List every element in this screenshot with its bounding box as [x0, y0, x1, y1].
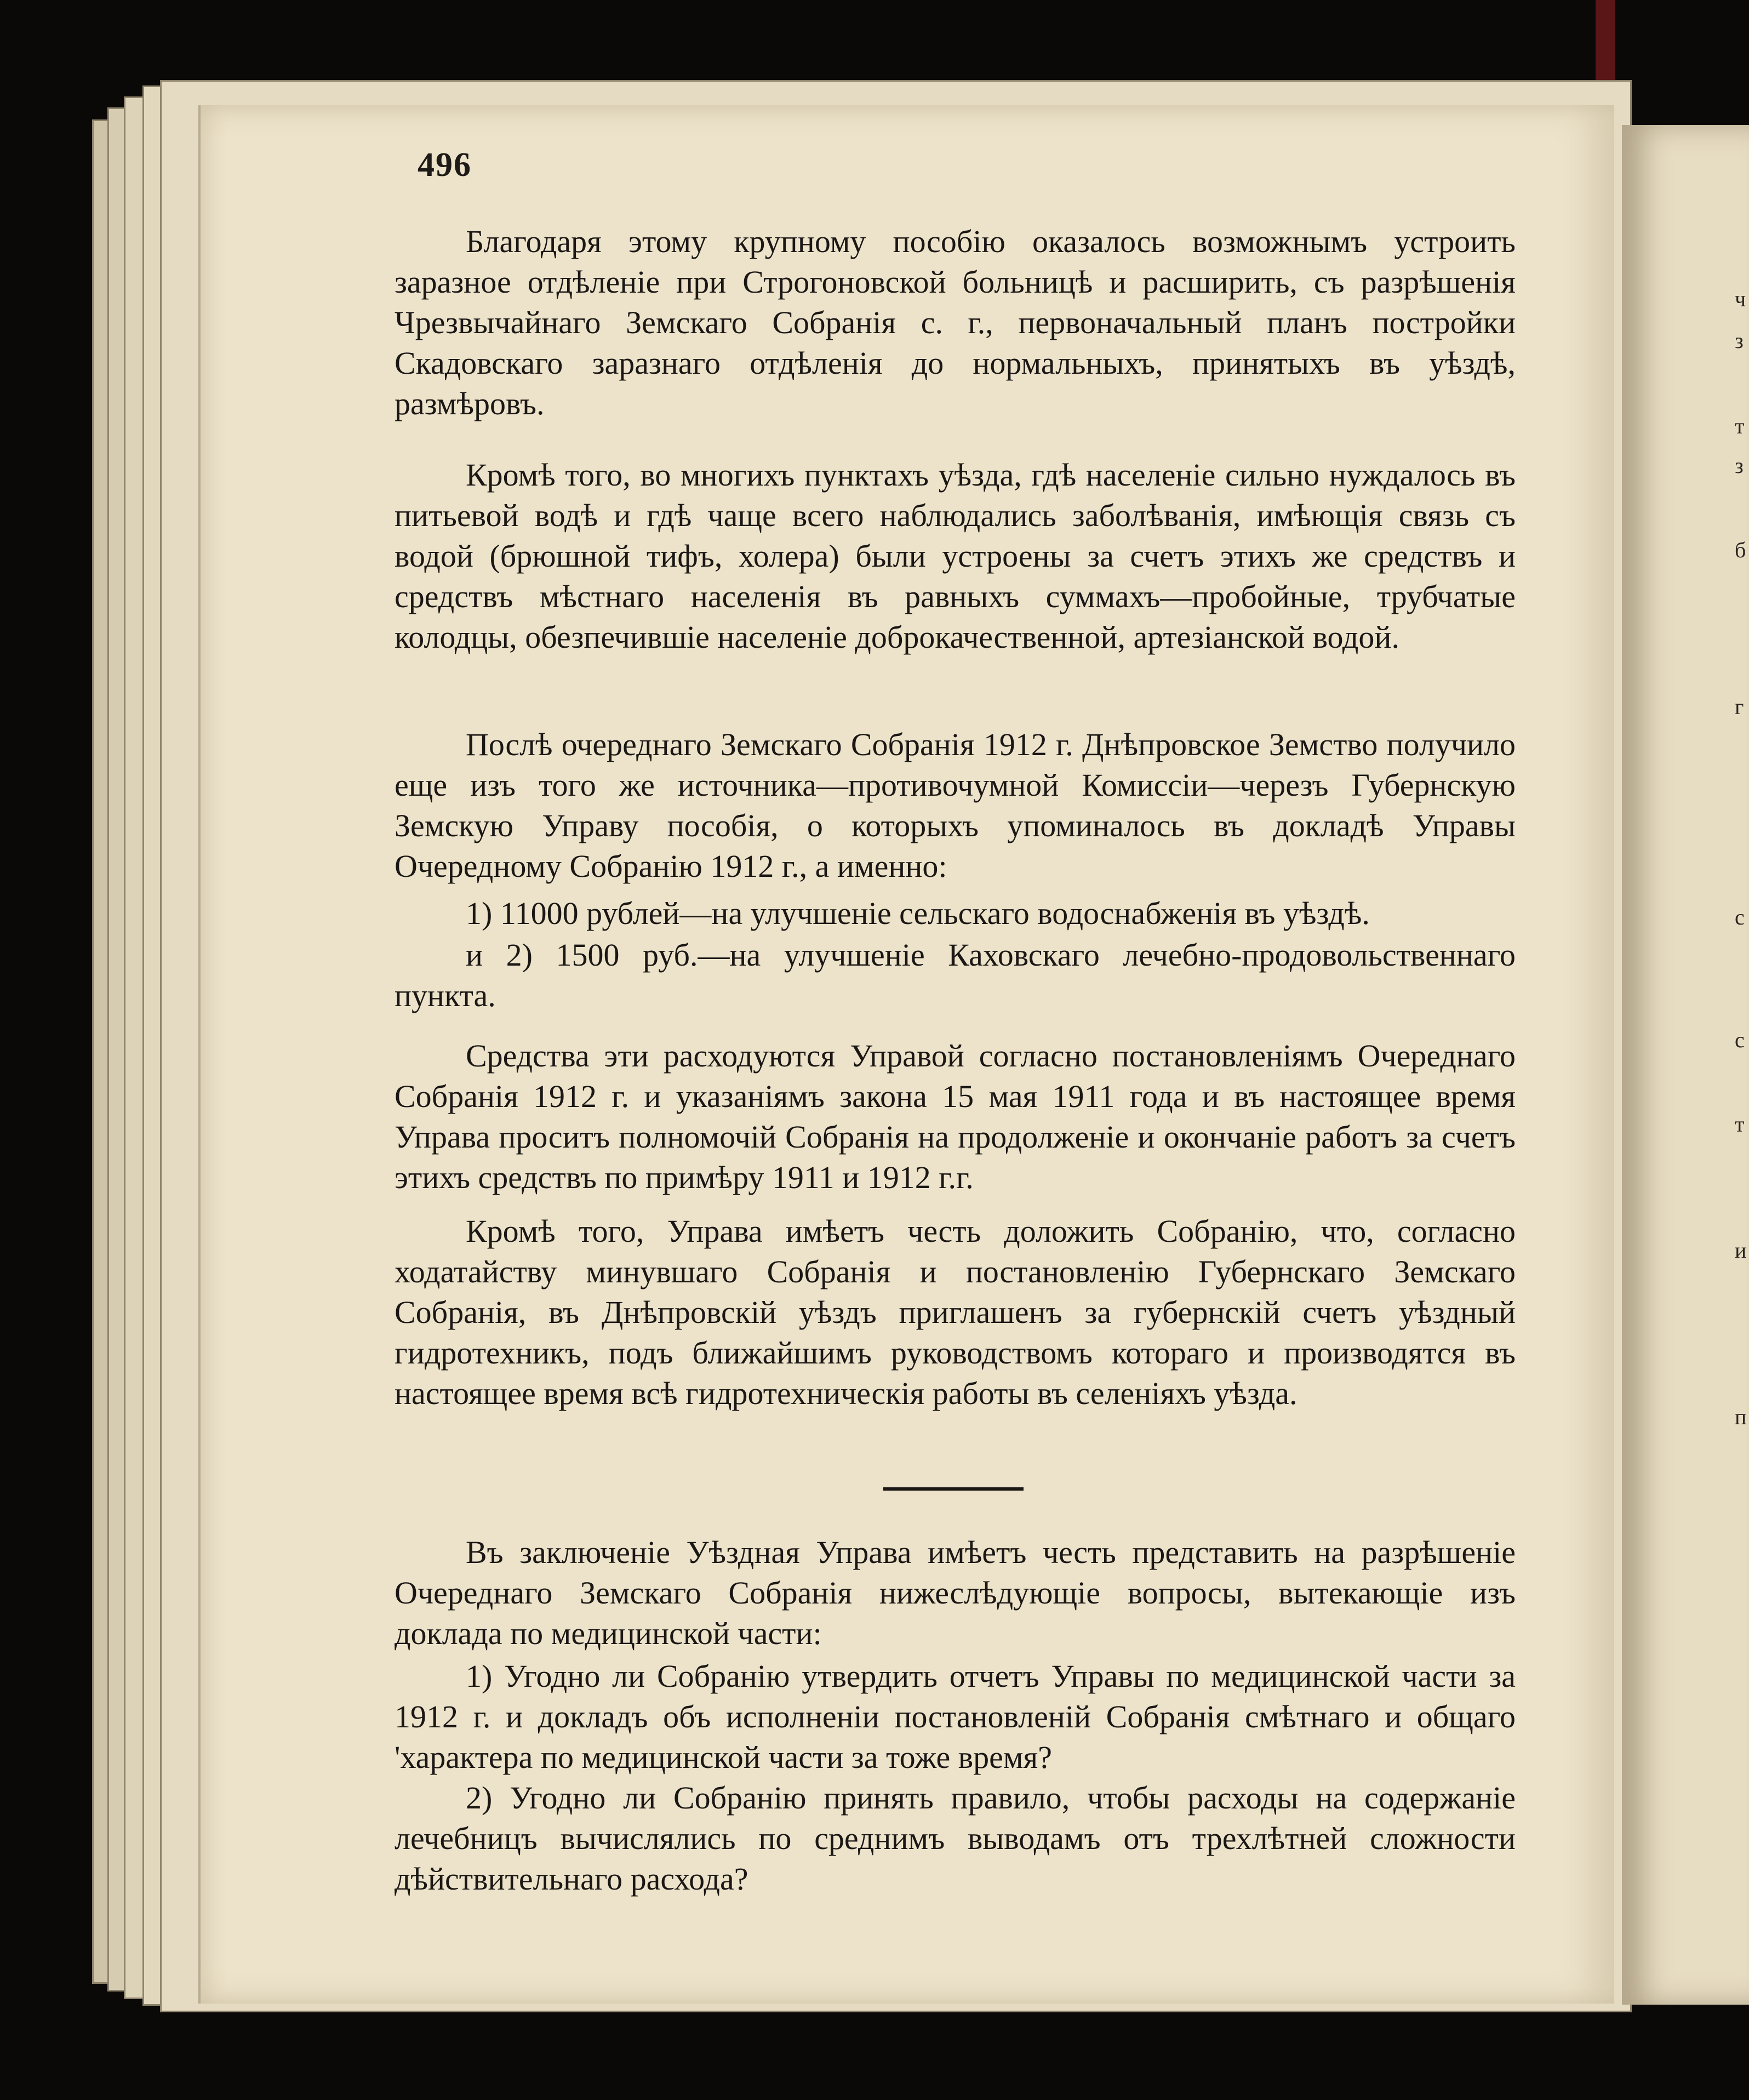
- section-divider: [883, 1487, 1024, 1491]
- facing-page-letter: с: [1735, 905, 1745, 929]
- paragraph: Кромѣ того, Управа имѣетъ честь доложить Собранію, что, согласно ходатайству минувшаго Собранія и постановленію Губернскаго Земскаго Собранія, въ Днѣпровскій уѣздъ приглашенъ за губернскій счетъ уѣздный гидротехникъ, подъ ближайшимъ руководствомъ котораго и производятся въ настоящее время всѣ гидротехническія работы въ селеніяхъ уѣзда.: [395, 1213, 1516, 1411]
- paragraph: Кромѣ того, во многихъ пунктахъ уѣзда, гдѣ населеніе сильно нуждалось въ питьевой водѣ и гдѣ чаще всего наблюдались заболѣванія, имѣющія связь съ водой (брюшной тифъ, холера) были устроены за счетъ этихъ же средствъ и средствъ мѣстнаго населенія въ равныхъ суммахъ—пробойные, трубчатые колодцы, обезпечившіе населеніе доброкачественной, артезіанской водой.: [395, 457, 1516, 655]
- paragraph: Благодаря этому крупному пособію оказалось возможнымъ устроить заразное отдѣленіе при Строгоновской больницѣ и расширить, съ разрѣшенія Чрезвычайнаго Земскаго Собранія с. г., первоначальный планъ постройки Скадовскаго заразнаго отдѣленія до нормальныхъ, принятыхъ въ уѣздѣ, размѣровъ.: [395, 224, 1516, 421]
- facing-page-letter: т: [1735, 414, 1745, 438]
- paragraph: Въ заключеніе Уѣздная Управа имѣетъ честь представить на разрѣшеніе Очереднаго Земскаго Собранія нижеслѣдующіе вопросы, вытекающіе изъ доклада по медицинской части:: [395, 1534, 1516, 1651]
- facing-page: [1622, 125, 1749, 2005]
- facing-page-letter: п: [1735, 1405, 1747, 1429]
- paragraph: Послѣ очереднаго Земскаго Собранія 1912 г. Днѣпровское Земство получило еще изъ того же источника—противочумной Комиссіи—черезъ Губернскую Земскую Управу пособія, о которыхъ упоминалось въ докладѣ Управы Очередному Собранію 1912 г., а именно:: [395, 727, 1516, 884]
- facing-page-letter: с: [1735, 1028, 1745, 1052]
- page-number: 496: [418, 146, 472, 184]
- list-item: и 2) 1500 руб.—на улучшеніе Каховскаго лечебно-продовольственнаго пункта.: [395, 937, 1516, 1013]
- facing-page-letter: б: [1735, 538, 1746, 562]
- facing-page-letter: ч: [1735, 287, 1746, 311]
- list-item: 1) 11000 рублей—на улучшеніе сельскаго водоснабженія въ уѣздѣ.: [466, 895, 1370, 931]
- paragraph: Средства эти расходуются Управой согласно постановленіямъ Очереднаго Собранія 1912 г. и указаніямъ закона 15 мая 1911 года и въ настоящее время Управа проситъ полномочій Собранія на продолженіе и окончаніе работъ за счетъ этихъ средствъ по примѣру 1911 и 1912 г.г.: [395, 1038, 1516, 1195]
- question-item: 1) Угодно ли Собранію утвердить отчетъ Управы по медицинской части за 1912 г. и докладъ объ исполненіи постановленій Собранія смѣтнаго и общаго 'характера по медицинской части за тоже время?: [395, 1658, 1516, 1775]
- facing-page-letter: з: [1735, 328, 1744, 353]
- facing-page-letter: т: [1735, 1112, 1745, 1137]
- facing-page-letter: з: [1735, 453, 1744, 478]
- question-item: 2) Угодно ли Собранію принять правило, чтобы расходы на содержаніе лечебницъ вычислялись по среднимъ выводамъ отъ трехлѣтней сложности дѣйствительнаго расхода?: [395, 1780, 1516, 1897]
- facing-page-letter: и: [1735, 1238, 1747, 1263]
- facing-page-letter: г: [1735, 694, 1744, 719]
